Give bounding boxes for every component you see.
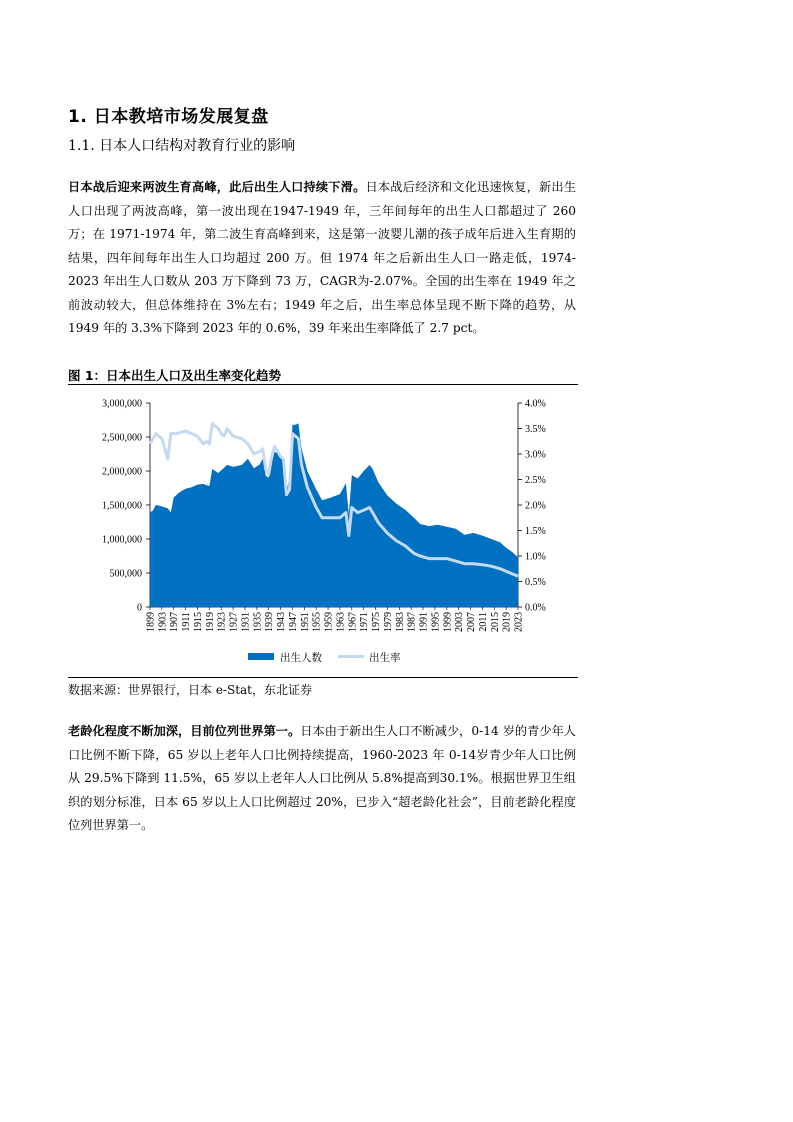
- x-tick-label: 2015: [489, 612, 501, 632]
- x-tick-label: 1915: [192, 612, 204, 632]
- x-tick-label: 1999: [442, 612, 454, 632]
- right-tick-label: 0.5%: [525, 577, 546, 588]
- x-tick-label: 1931: [240, 612, 252, 632]
- x-tick-label: 1911: [181, 612, 193, 632]
- x-tick-label: 1955: [311, 612, 323, 632]
- x-tick-label: 1991: [418, 612, 430, 632]
- paragraph-births: [68, 176, 576, 341]
- x-tick-label: 1983: [394, 612, 406, 632]
- right-tick-label: 4.0%: [525, 398, 546, 410]
- right-tick-label: 3.5%: [525, 424, 546, 435]
- x-tick-label: 1919: [204, 612, 216, 632]
- figure-bottom-rule: [68, 677, 578, 678]
- paragraph-aging-body: 日本由于新出生人口不断减少，0-14 岁的青少年人口比例不断下降，65 岁以上老年人口比例持续提高，1960-2023 年 0-14岁青少年人口比例从 29.5%下降到 11.5%，65 岁以上老年人人口比例从 5.8%提高到30.1%。根据世界卫生组织的划分标准，日本 65 岁以上人口比例超过 20%，已步入“超老龄化社会”，目前老龄化程度位列世界第一。: [68, 724, 576, 832]
- right-tick-label: 1.0%: [525, 551, 546, 563]
- figure-title: 图 1：日本出生人口及出生率变化趋势: [68, 368, 282, 383]
- right-tick-label: 1.5%: [525, 526, 546, 537]
- x-tick-label: 1971: [359, 612, 371, 632]
- x-tick-label: 1907: [169, 612, 181, 632]
- x-tick-label: 1927: [228, 612, 240, 632]
- x-tick-label: 1903: [157, 612, 169, 632]
- right-tick-label: 0.0%: [525, 602, 546, 614]
- x-tick-label: 2019: [501, 612, 513, 632]
- x-tick-label: 1943: [276, 612, 288, 632]
- figure-top-rule: [68, 384, 578, 385]
- subsection-heading: 1.1. 日本人口结构对教育行业的影响: [68, 138, 296, 154]
- x-tick-label: 2007: [466, 612, 478, 632]
- x-tick-label: 1963: [335, 612, 347, 632]
- paragraph-births-body: 日本战后经济和文化迅速恢复，新出生人口出现了两波高峰，第一波出现在1947-1949 年，三年间每年的出生人口都超过了 260 万；在 1971-1974 年，第二波生育高峰到来，这是第一波婴儿潮的孩子成年后进入生育期的结果，四年间每年出生人口均超过 200 万。但 1974 年之后新出生人口一路走低，1974-2023 年出生人口数从 203 万下降到 73 万，CAGR为-2.07%。全国的出生率在 1949 年之前波动较大，但总体维持在 3%左右；1949 年之后，出生率总体呈现不断下降的趋势，从 1949 年的 3.3%下降到 2023 年的 0.6%，39 年来出生率降低了 2.7 pct。: [68, 180, 577, 335]
- paragraph-aging-lead: 老龄化程度不断加深，目前位列世界第一。: [68, 724, 301, 738]
- figure-source: 数据来源：世界银行，日本 e-Stat，东北证券: [68, 683, 312, 697]
- x-tick-label: 1935: [252, 612, 264, 632]
- right-tick-label: 3.0%: [525, 449, 546, 461]
- legend-births-label: 出生人数: [280, 652, 322, 664]
- x-tick-label: 1923: [216, 612, 228, 632]
- left-tick-label: 2,000,000: [102, 466, 142, 478]
- left-tick-label: 3,000,000: [102, 398, 142, 410]
- x-tick-label: 1975: [371, 612, 383, 632]
- x-tick-label: 2011: [477, 612, 489, 632]
- legend-rate-label: 出生率: [369, 652, 401, 664]
- x-tick-label: 2003: [454, 612, 466, 632]
- x-tick-label: 1939: [264, 612, 276, 632]
- x-tick-label: 1979: [382, 612, 394, 632]
- x-tick-label: 1959: [323, 612, 335, 632]
- paragraph-aging: [68, 720, 576, 838]
- right-tick-label: 2.5%: [525, 475, 546, 486]
- birth-chart: [68, 388, 580, 678]
- births-area: [150, 423, 518, 607]
- paragraph-births-lead: 日本战后迎来两波生育高峰，此后出生人口持续下滑。: [68, 180, 366, 194]
- x-tick-label: 1947: [287, 612, 299, 632]
- x-tick-label: 1987: [406, 612, 418, 632]
- x-tick-label: 1899: [145, 612, 157, 632]
- left-tick-label: 500,000: [109, 568, 142, 580]
- right-tick-label: 2.0%: [525, 500, 546, 512]
- x-tick-label: 2023: [513, 612, 525, 632]
- x-tick-label: 1951: [299, 612, 311, 632]
- left-tick-label: 1,000,000: [102, 534, 142, 546]
- left-tick-label: 0: [137, 602, 142, 614]
- x-tick-label: 1967: [347, 612, 359, 632]
- left-tick-label: 2,500,000: [102, 432, 142, 444]
- section-heading: 1. 日本教培市场发展复盘: [68, 107, 269, 127]
- x-tick-label: 1995: [430, 612, 442, 632]
- legend-births-swatch: [248, 653, 274, 660]
- left-tick-label: 1,500,000: [102, 500, 142, 512]
